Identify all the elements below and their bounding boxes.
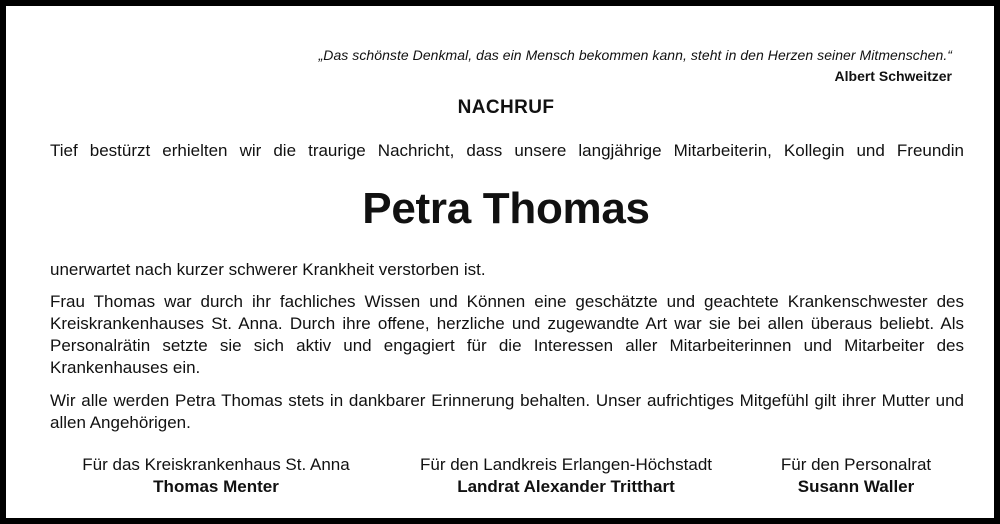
deceased-name: Petra Thomas <box>362 184 650 233</box>
paragraph-death-notice: unerwartet nach kurzer schwerer Krankheit verstorben ist. <box>50 260 486 279</box>
signature-district <box>386 454 746 498</box>
page-title: NACHRUF <box>457 97 555 118</box>
signature-hospital <box>66 454 366 498</box>
paragraph-condolence: Wir alle werden Petra Thomas stets in dankbarer Erinnerung behalten. Unser aufrichtiges Mitgefühl gilt ihrer Mutter und allen Angehörigen. <box>50 391 964 432</box>
signature-name: Landrat Alexander Tritthart <box>457 477 675 496</box>
epigraph-author: Albert Schweitzer <box>834 68 952 84</box>
paragraph-tribute: Frau Thomas war durch ihr fachliches Wissen und Können eine geschätzte und geachtete Krankenschwester des Kreiskrankenhauses St. Anna. Durch ihre offene, herzliche und zugewandte Art war sie bei allen überaus beliebt. Als Personalrätin setzte sie sich aktiv und engagiert für die Interessen aller Mitarbeiterinnen und Mitarbeiter des Krankenhauses ein. <box>50 292 964 377</box>
signature-role: Für das Kreiskrankenhaus St. Anna <box>82 455 350 474</box>
intro-sentence: Tief bestürzt erhielten wir die traurige Nachricht, dass unsere langjährige Mitarbeiterin, Kollegin und Freundin <box>50 141 964 160</box>
signature-role: Für den Personalrat <box>780 455 932 474</box>
signature-name: Susann Waller <box>797 477 915 496</box>
epigraph-quote: „Das schönste Denkmal, das ein Mensch bekommen kann, steht in den Herzen seiner Mitmenschen.“ <box>318 47 952 63</box>
signature-role: Für den Landkreis Erlangen-Höchstadt <box>420 455 712 474</box>
signature-staff-council <box>746 454 966 498</box>
signature-name: Thomas Menter <box>153 477 279 496</box>
